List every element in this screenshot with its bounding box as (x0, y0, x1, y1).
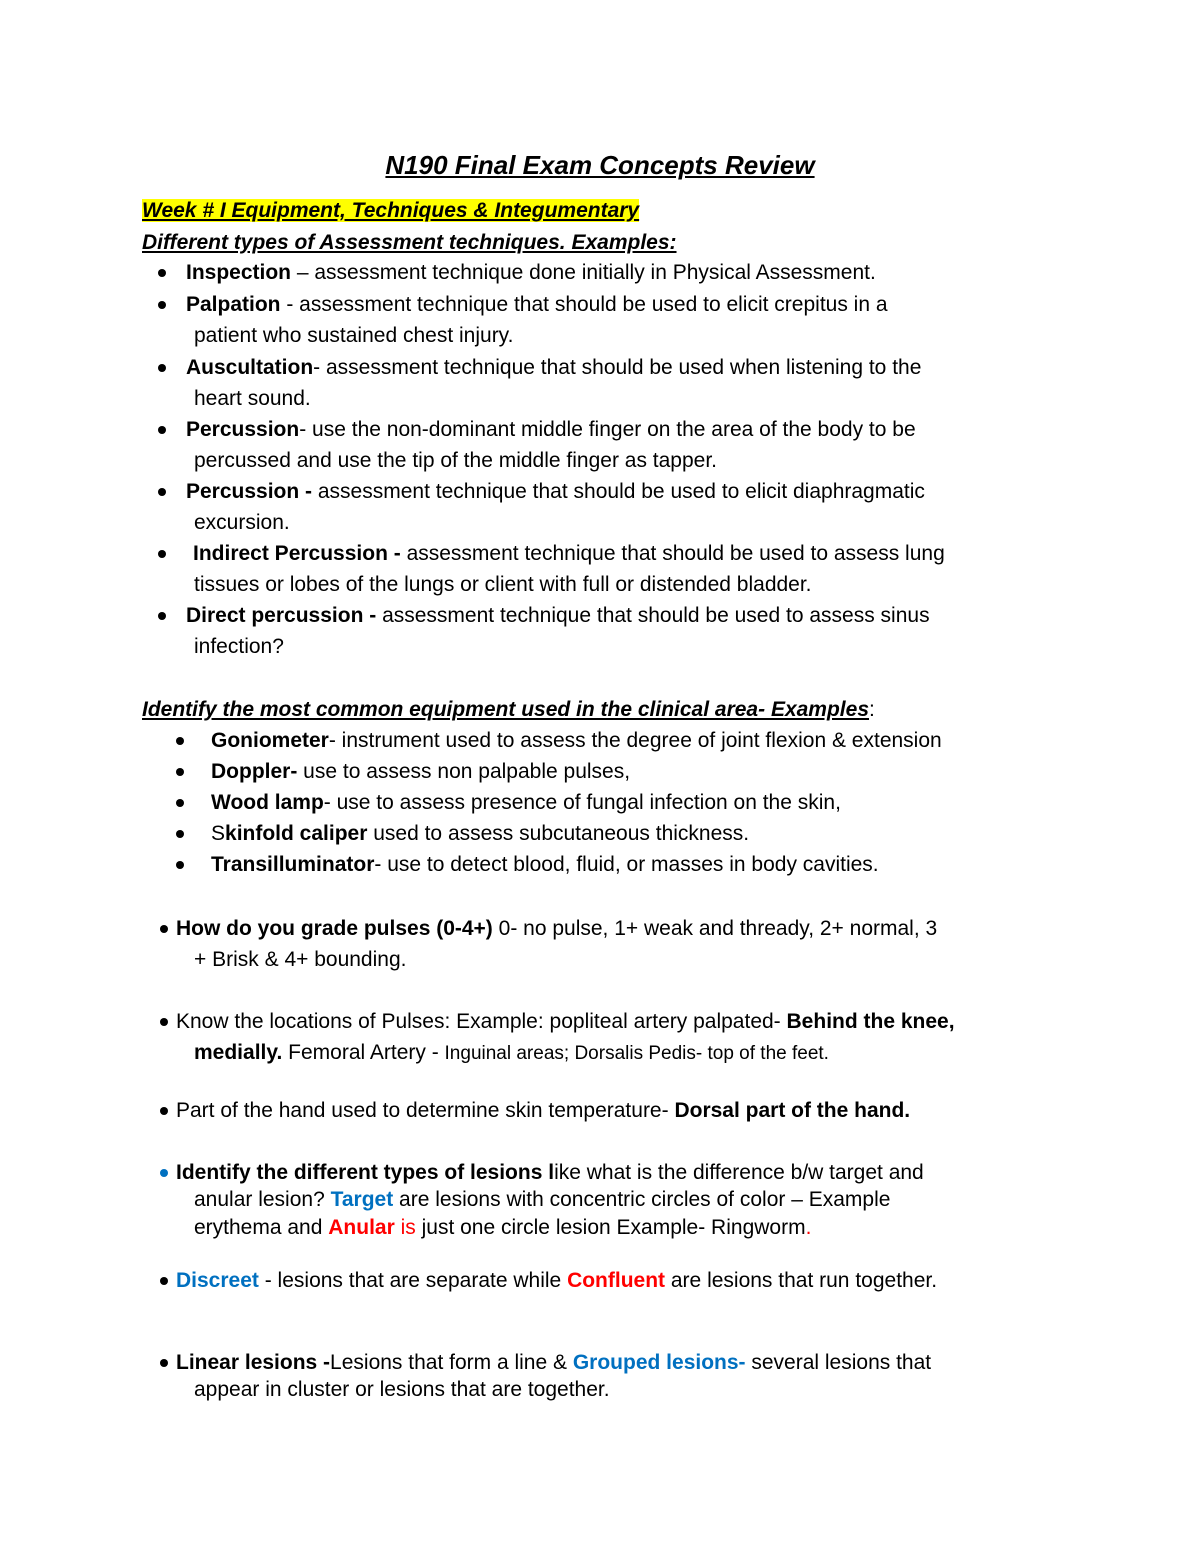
term-description: used to assess subcutaneous thickness. (367, 822, 750, 845)
item-text: anular lesion? (194, 1188, 331, 1211)
techniques-heading: Different types of Assessment techniques. Examples: (142, 231, 677, 254)
term-label: Indirect Percussion - (193, 542, 401, 565)
item-bold-text: Behind the knee, (786, 1010, 955, 1033)
bullet-icon (160, 1169, 168, 1177)
list-item-continuation: heart sound. (194, 387, 311, 410)
skin-temp-item (176, 1098, 910, 1124)
list-item-continuation: percussed and use the tip of the middle finger as tapper. (194, 449, 718, 472)
term-description: assessment technique that should be used to assess sinus (376, 604, 930, 627)
list-item (211, 821, 749, 847)
term-description: - use to assess presence of fungal infection on the skin, (323, 791, 841, 814)
list-item-continuation (194, 1187, 890, 1213)
pulse-locations-item (176, 1009, 955, 1035)
bullet-icon (176, 830, 184, 838)
list-item-continuation: appear in cluster or lesions that are together. (194, 1378, 610, 1401)
bullet-icon (176, 861, 184, 869)
list-item (211, 790, 841, 816)
term-label: How do you grade pulses (0-4+) (176, 917, 493, 940)
equipment-heading-text: Identify the most common equipment used in the clinical area- Examples (142, 698, 870, 721)
item-text: Part of the hand used to determine skin temperature- (176, 1099, 675, 1122)
bullet-icon (158, 301, 166, 309)
bullet-icon (158, 364, 166, 372)
list-item (186, 292, 888, 318)
term-label: Inspection (186, 261, 292, 284)
bullet-icon (158, 426, 166, 434)
term-description: - use to detect blood, fluid, or masses in body cavities. (374, 853, 879, 876)
bullet-icon (158, 488, 166, 496)
term-description: use to assess non palpable pulses, (297, 760, 631, 783)
bullet-icon (160, 925, 168, 933)
term-description: - assessment technique that should be used to elicit crepitus in a (280, 293, 888, 316)
linear-term: Linear lesions - (176, 1351, 331, 1374)
bullet-icon (158, 269, 166, 277)
pulses-grade-item (176, 916, 937, 942)
item-text: are lesions that run together. (665, 1269, 938, 1292)
equipment-heading-colon: : (869, 698, 875, 721)
bullet-icon (176, 768, 184, 776)
list-item (211, 852, 879, 878)
list-item (186, 260, 876, 286)
item-text-small: Inguinal areas; Dorsalis Pedis- top of the feet. (444, 1043, 829, 1064)
term-description: assessment technique that should be used to assess lung (400, 542, 945, 565)
anular-is-text: is (394, 1216, 416, 1239)
term-label: Percussion - (186, 480, 313, 503)
list-item (211, 728, 942, 754)
list-item (211, 759, 630, 785)
term-description: 0- no pulse, 1+ weak and thready, 2+ normal, 3 (492, 917, 938, 940)
term-label: Percussion (186, 418, 300, 441)
item-text: several lesions that (745, 1351, 932, 1374)
term-label: Transilluminator (211, 853, 375, 876)
list-item-continuation: tissues or lobes of the lungs or client with full or distended bladder. (194, 573, 812, 596)
item-text: are lesions with concentric circles of color – Example (393, 1188, 891, 1211)
list-item-continuation (194, 1040, 829, 1067)
term-description: – assessment technique done initially in Physical Assessment. (291, 261, 876, 284)
bullet-icon (160, 1107, 168, 1115)
term-label: Identify the different types of lesions l (176, 1161, 555, 1184)
bullet-icon (176, 799, 184, 807)
item-text: erythema and (194, 1216, 329, 1239)
discreet-item (176, 1268, 937, 1294)
discreet-term: Discreet (176, 1269, 259, 1292)
equipment-heading (142, 697, 875, 723)
term-label: Direct percussion - (186, 604, 377, 627)
list-item (186, 603, 930, 629)
list-item (186, 479, 925, 505)
lesions-item (176, 1160, 924, 1186)
bullet-icon (160, 1277, 168, 1285)
term-label: Wood lamp (211, 791, 324, 814)
bullet-icon (160, 1359, 168, 1367)
term-prefix: S (211, 822, 226, 845)
target-term: Target (330, 1188, 394, 1211)
bullet-icon (158, 612, 166, 620)
term-label: Goniometer (211, 729, 329, 752)
list-item-continuation (194, 1215, 811, 1241)
item-bold-text: medially. (194, 1041, 283, 1064)
grouped-term: Grouped lesions- (572, 1351, 746, 1374)
item-text: - lesions that are separate while (258, 1269, 568, 1292)
item-period: . (805, 1216, 812, 1239)
week-heading (142, 198, 639, 224)
item-text: Lesions that form a line & (330, 1351, 573, 1374)
page-title: N190 Final Exam Concepts Review (385, 150, 815, 180)
term-label: Palpation (186, 293, 281, 316)
term-description: assessment technique that should be used to elicit diaphragmatic (312, 480, 925, 503)
anular-term: Anular (328, 1216, 395, 1239)
list-item-continuation: patient who sustained chest injury. (194, 324, 514, 347)
item-bold-text: Dorsal part of the hand. (674, 1099, 911, 1122)
linear-item (176, 1350, 931, 1376)
term-label: kinfold caliper (225, 822, 368, 845)
list-item (193, 541, 945, 567)
list-item-continuation: infection? (194, 635, 284, 658)
bullet-icon (158, 550, 166, 558)
term-label: Doppler- (211, 760, 298, 783)
item-text: Femoral Artery - (282, 1041, 445, 1064)
term-description: - instrument used to assess the degree of joint flexion & extension (328, 729, 942, 752)
bullet-icon (160, 1018, 168, 1026)
list-item-continuation: excursion. (194, 511, 290, 534)
term-description: ike what is the difference b/w target and (554, 1161, 924, 1184)
confluent-term: Confluent (567, 1269, 666, 1292)
item-text: just one circle lesion Example- Ringworm (415, 1216, 806, 1239)
item-text: Know the locations of Pulses: Example: popliteal artery palpated- (176, 1010, 787, 1033)
list-item (186, 355, 921, 381)
term-description: - assessment technique that should be used when listening to the (313, 356, 922, 379)
list-item (186, 417, 916, 443)
term-label: Auscultation (186, 356, 314, 379)
bullet-icon (176, 737, 184, 745)
week-heading-text: Week # I Equipment, Techniques & Integumentary (142, 199, 640, 222)
term-description: - use the non-dominant middle finger on the area of the body to be (299, 418, 916, 441)
list-item-continuation: + Brisk & 4+ bounding. (194, 948, 407, 971)
